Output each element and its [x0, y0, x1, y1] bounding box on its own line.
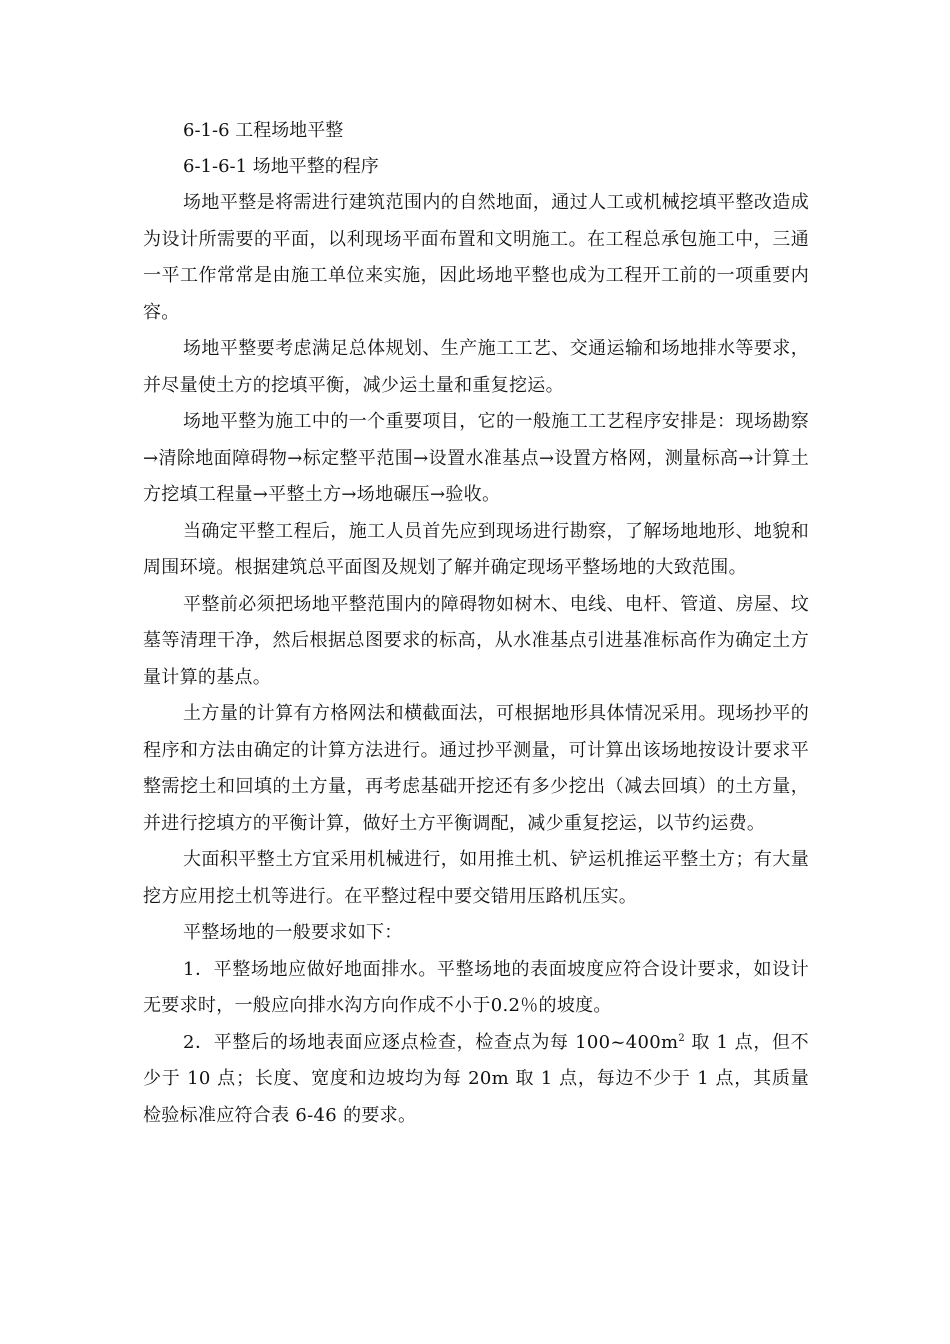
document-body [143, 113, 809, 1134]
paragraph-requirement-2 [143, 1025, 809, 1135]
paragraph-site-survey: 当确定平整工程后，施工人员首先应到现场进行勘察，了解场地地形、地貌和周围环境。根据建筑总平面图及规划了解并确定现场平整场地的大致范围。 [143, 520, 809, 578]
square-meter-superscript: 2 [678, 1032, 686, 1044]
paragraph-site-leveling-definition: 场地平整是将需进行建筑范围内的自然地面，通过人工或机械挖填平整改造成为设计所需要的平面，以利现场平面布置和文明施工。在工程总承包施工中，三通一平工作常常是由施工单位来实施，因此场地平整也成为工程开工前的一项重要内容。 [143, 192, 809, 323]
requirement-2-text-end: 取 1 点，但不少于 10 点；长度、宽度和边坡均为每 20m 取 1 点，每边不少于 1 点，其质量检验标准应符合表 6-46 的要求。 [143, 1031, 809, 1126]
paragraph-earthwork-calculation: 土方量的计算有方格网法和横截面法，可根据地形具体情况采用。现场抄平的程序和方法由确定的计算方法进行。通过抄平测量，可计算出该场地按设计要求平整需挖土和回填的土方量，再考虑基础开挖还有多少挖出（减去回填）的土方量，并进行挖填方的平衡计算，做好土方平衡调配，减少重复挖运，以节约运费。 [143, 703, 809, 834]
paragraph-obstacle-clearing: 平整前必须把场地平整范围内的障碍物如树木、电线、电杆、管道、房屋、坟墓等清理干净，然后根据总图要求的标高，从水准基点引进基准标高作为确定土方量计算的基点。 [143, 593, 809, 688]
section-heading: 6-1-6 工程场地平整 [183, 120, 344, 141]
paragraph-process-sequence: 场地平整为施工中的一个重要项目，它的一般施工工艺程序安排是：现场勘察→清除地面障碍物→标定整平范围→设置水准基点→设置方格网，测量标高→计算土方挖填工程量→平整土方→场地碾压→验收。 [143, 411, 809, 505]
paragraph-mechanical-leveling: 大面积平整土方宜采用机械进行，如用推土机、铲运机推运平整土方；有大量挖方应用挖土机等进行。在平整过程中要交错用压路机压实。 [143, 849, 809, 907]
paragraph-requirement-1: 1．平整场地应做好地面排水。平整场地的表面坡度应符合设计要求，如设计无要求时，一般应向排水沟方向作成不小于0.2％的坡度。 [143, 958, 809, 1016]
requirement-2-text-start: 2．平整后的场地表面应逐点检查，检查点为每 100~400m [183, 1031, 679, 1053]
paragraph-general-requirements-intro: 平整场地的一般要求如下： [183, 922, 403, 943]
paragraph-leveling-requirements: 场地平整要考虑满足总体规划、生产施工工艺、交通运输和场地排水等要求，并尽量使土方的挖填平衡，减少运土量和重复挖运。 [143, 338, 809, 396]
subsection-heading: 6-1-6-1 场地平整的程序 [183, 156, 379, 177]
